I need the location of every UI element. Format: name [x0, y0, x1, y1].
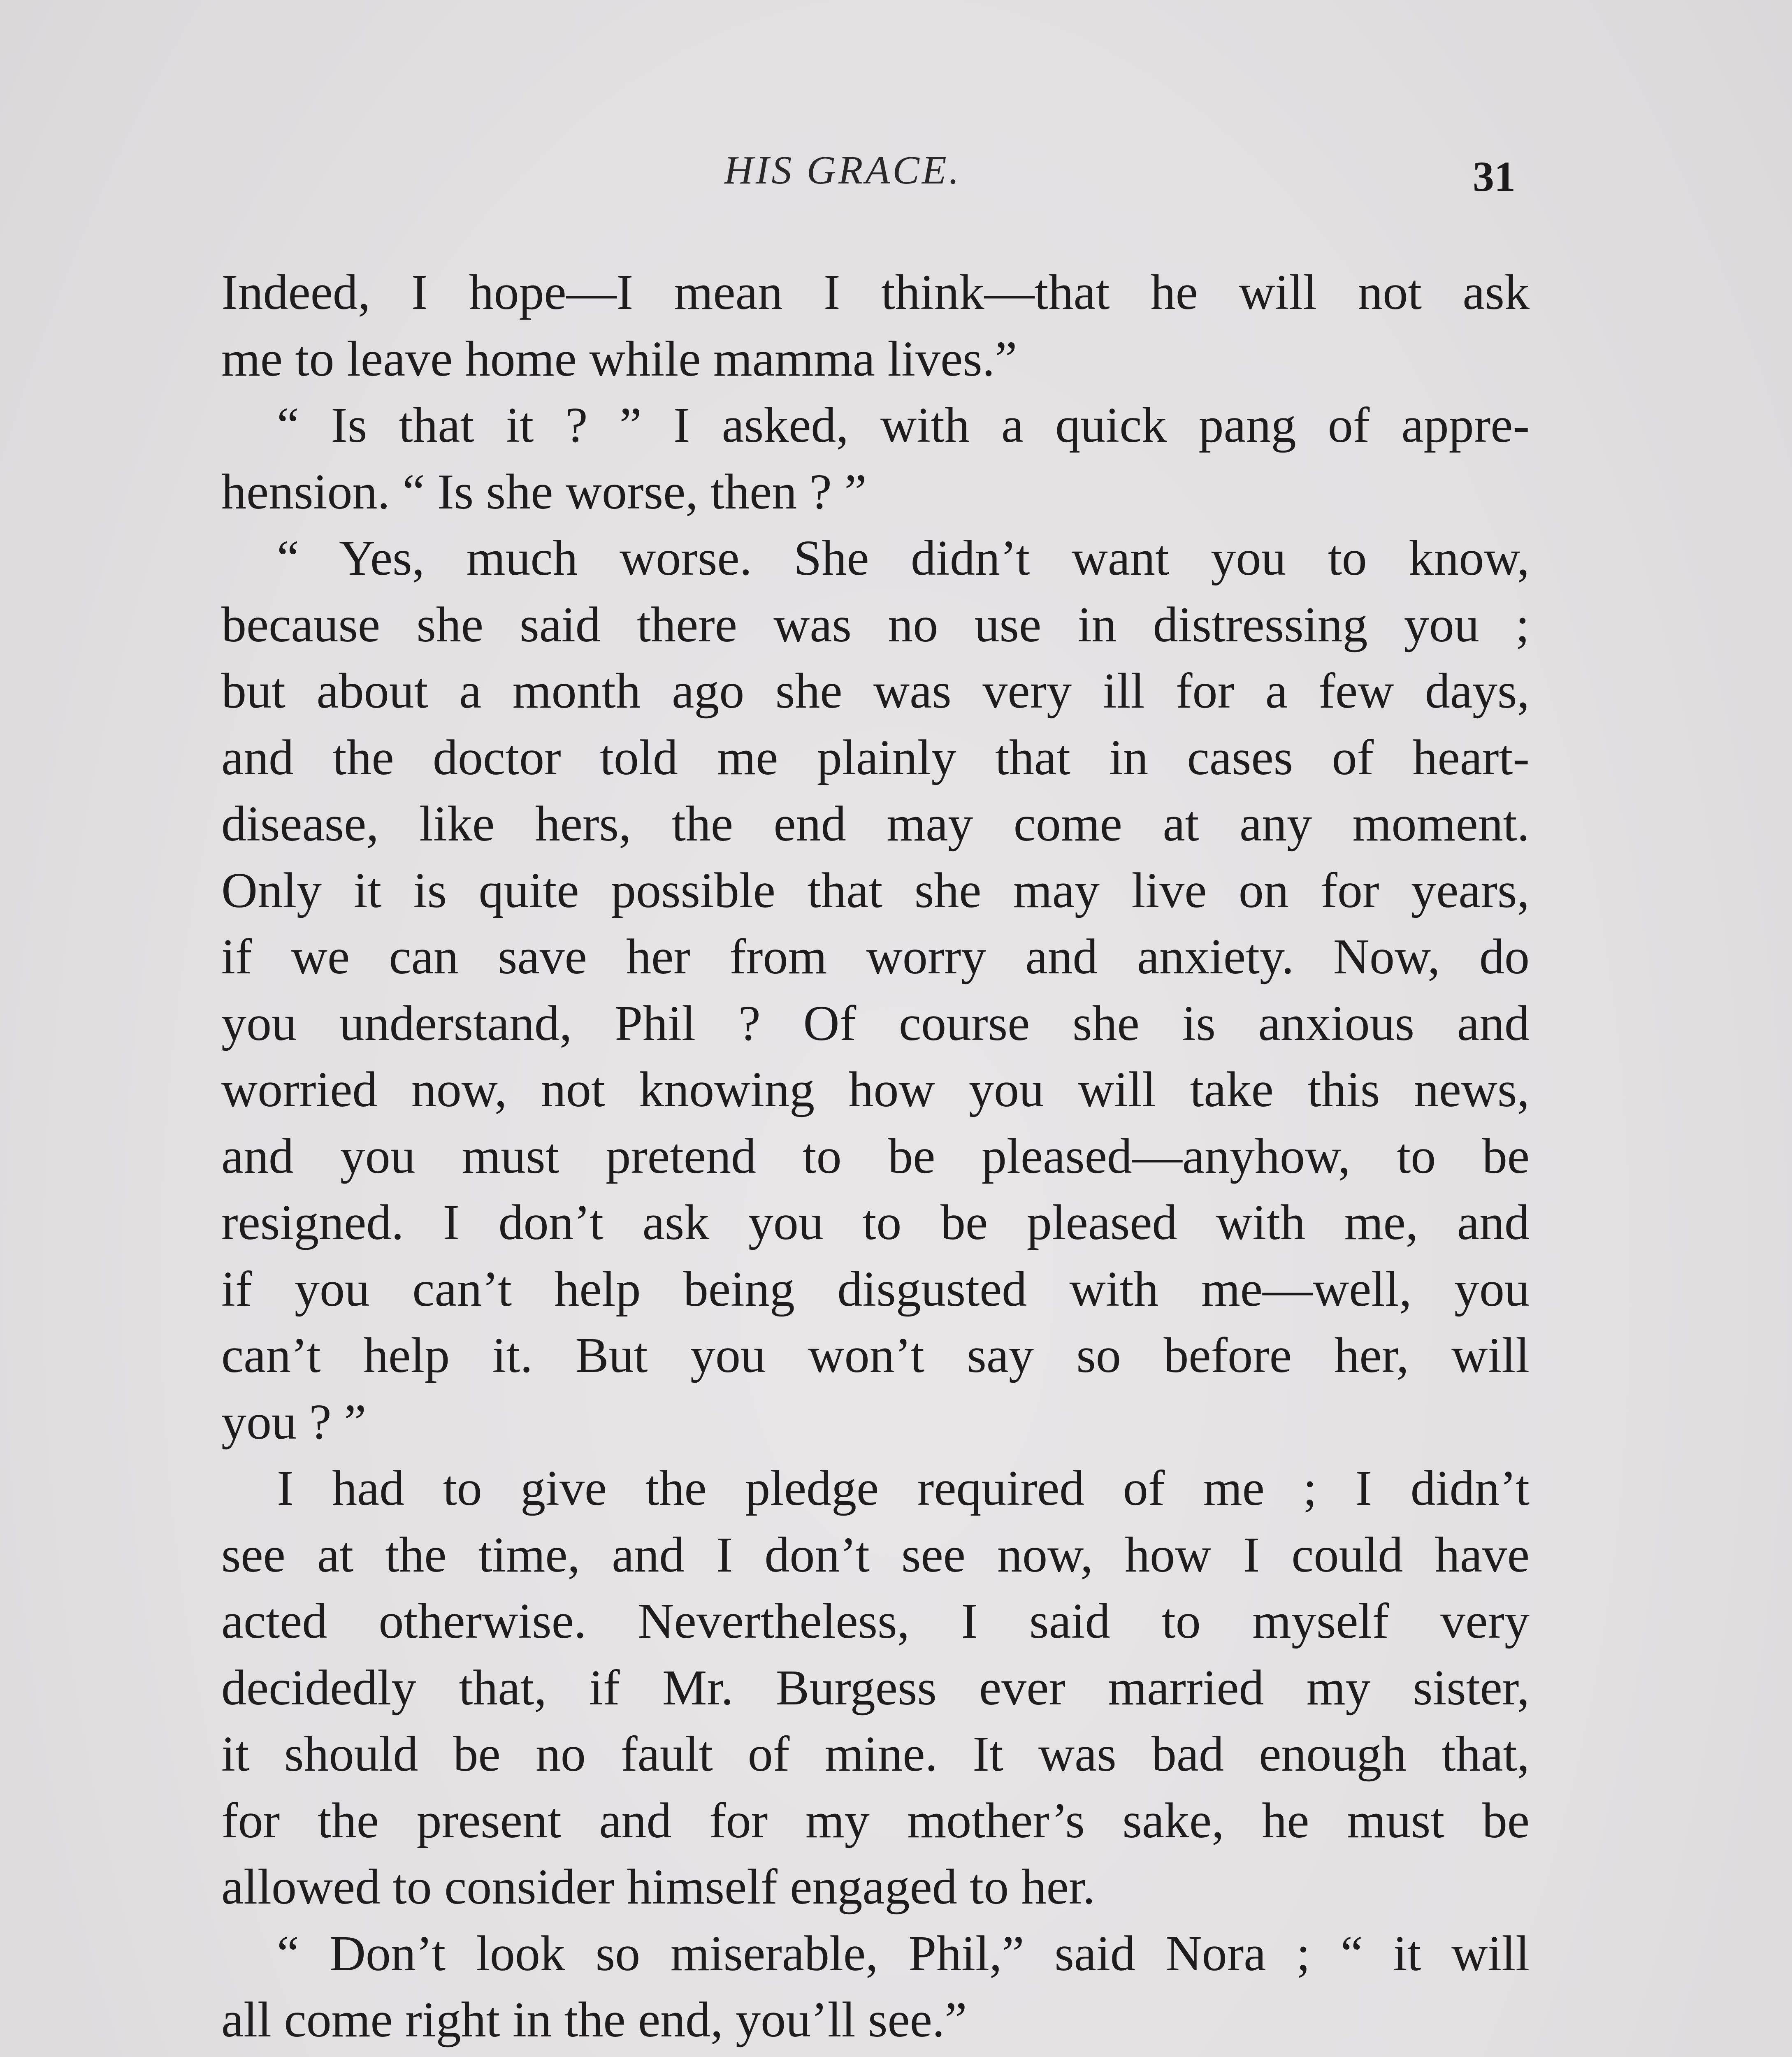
text-line: hension. “ Is she worse, then ? ”: [221, 464, 867, 520]
text-line: you understand, Phil ? Of course she is anxious and: [221, 995, 1530, 1051]
text-line: Only it is quite possible that she may live on for years,: [221, 862, 1530, 918]
text-line: and the doctor told me plainly that in cases of heart-: [221, 729, 1530, 785]
text-line: if we can save her from worry and anxiety. Now, do: [221, 929, 1530, 984]
running-head: [0, 136, 1792, 202]
text-line: it should be no fault of mine. It was bad enough that,: [221, 1726, 1530, 1782]
text-line: because she said there was no use in distressing you ;: [221, 597, 1530, 652]
text-line: resigned. I don’t ask you to be pleased with me, and: [221, 1195, 1530, 1250]
text-line: disease, like hers, the end may come at any moment.: [221, 796, 1530, 852]
text-line: allowed to consider himself engaged to her.: [221, 1859, 1096, 1915]
text-line: for the present and for my mother’s sake, he must be: [221, 1792, 1530, 1848]
text-line: and you must pretend to be pleased—anyhow, to be: [221, 1128, 1530, 1184]
text-line: can’t help it. But you won’t say so before her, will: [221, 1328, 1530, 1383]
text-line: “ Is that it ? ” I asked, with a quick pang of appre-: [277, 397, 1530, 453]
text-line: but about a month ago she was very ill for a few days,: [221, 663, 1530, 719]
text-line: I had to give the pledge required of me ; I didn’t: [277, 1460, 1530, 1516]
text-line: me to leave home while mamma lives.”: [221, 331, 1017, 387]
text-line: “ Don’t look so miserable, Phil,” said Nora ; “ it will: [277, 1925, 1530, 1981]
running-title: HIS GRACE.: [724, 148, 962, 193]
text-line: Indeed, I hope—I mean I think—that he will not ask: [221, 265, 1530, 320]
body-text: [221, 259, 1530, 2057]
text-line: if you can’t help being disgusted with me—well, you: [221, 1261, 1530, 1317]
text-line: decidedly that, if Mr. Burgess ever married my sister,: [221, 1660, 1530, 1716]
text-line: “ Yes, much worse. She didn’t want you to know,: [277, 530, 1530, 586]
text-line: worried now, not knowing how you will take this news,: [221, 1062, 1530, 1117]
text-line: all come right in the end, you’ll see.”: [221, 1992, 967, 2048]
page-number: 31: [1473, 153, 1516, 200]
text-line: [221, 2053, 1530, 2057]
text-line: see at the time, and I don’t see now, how I could have: [221, 1527, 1530, 1583]
text-line: acted otherwise. Nevertheless, I said to myself very: [221, 1593, 1530, 1649]
text-line: you ? ”: [221, 1394, 367, 1450]
